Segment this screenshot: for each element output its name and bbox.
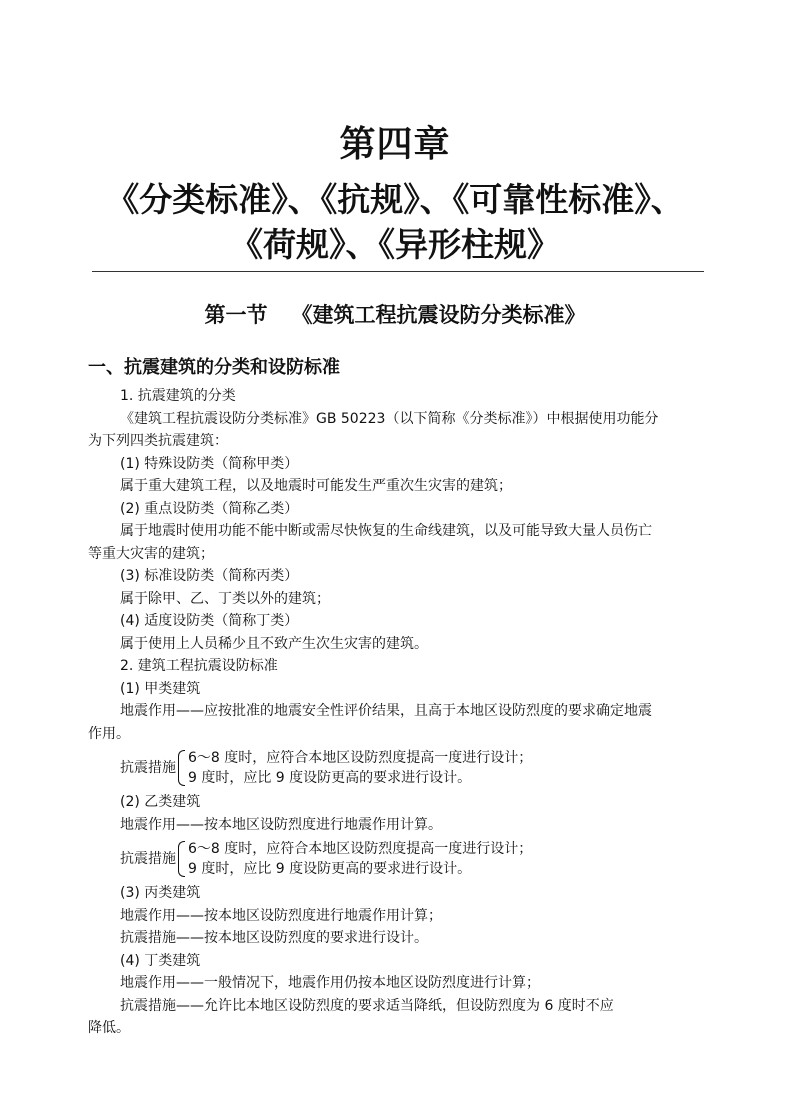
class-a-label: (1) 甲类建筑: [120, 680, 201, 697]
measure-label: 抗震措施: [120, 850, 176, 867]
class-c-measure: 抗震措施——按本地区设防烈度的要求进行设计。: [120, 930, 428, 946]
class-c-label: (3) 丙类建筑: [120, 885, 201, 901]
list-item-label: (1) 特殊设防类（简称甲类）: [120, 455, 299, 472]
class-d-action: 地震作用——一般情况下，地震作用仍按本地区设防烈度进行计算；: [120, 975, 540, 991]
brace-icon: [178, 841, 185, 877]
list-item-label: (2) 重点设防类（简称乙类）: [120, 500, 299, 517]
class-b-measures: [88, 839, 705, 879]
class-b-label: (2) 乙类建筑: [120, 794, 201, 810]
class-c-action: 地震作用——按本地区设防烈度进行地震作用计算；: [120, 907, 442, 924]
measure-line: 9 度时，应比 9 度设防更高的要求进行设计。: [188, 770, 472, 786]
class-d-measure-cont: 降低。: [88, 1020, 130, 1036]
section-heading: [0, 300, 790, 330]
class-a-action-cont: 作用。: [88, 725, 130, 742]
list-item-desc: 属于使用上人员稀少且不致产生次生灾害的建筑。: [120, 635, 428, 652]
class-d-measure: 抗震措施——允许比本地区设防烈度的要求适当降纸，但设防烈度为 6 度时不应: [120, 997, 614, 1014]
class-a-action: 地震作用——应按批准的地震安全性评价结果，且高于本地区设防烈度的要求确定地震: [120, 703, 652, 719]
paragraph: 《建筑工程抗震设防分类标准》GB 50223（以下简称《分类标准》）中根据使用功能分: [120, 410, 659, 427]
measure-line: 6～8 度时，应符合本地区设防烈度提高一度进行设计；: [188, 841, 533, 857]
measure-line: 9 度时，应比 9 度设防更高的要求进行设计。: [188, 861, 472, 877]
measure-label: 抗震措施: [120, 759, 176, 776]
paragraph: 为下列四类抗震建筑：: [88, 433, 228, 449]
body-text: [88, 385, 705, 1040]
section-number: 第一节: [204, 302, 268, 327]
title-divider: [92, 271, 704, 272]
list-item-desc: 属于重大建筑工程，以及地震时可能发生严重次生灾害的建筑；: [120, 478, 512, 494]
heading-1: 一、抗震建筑的分类和设防标准: [88, 357, 340, 378]
list-item-desc: 属于地震时使用功能不能中断或需尽快恢复的生命线建筑，以及可能导致大量人员伤亡: [120, 523, 652, 539]
chapter-title-line-1: 《分类标准》、《抗规》、《可靠性标准》、: [106, 180, 684, 219]
class-d-label: (4) 丁类建筑: [120, 952, 201, 969]
list-item-label: (3) 标准设防类（简称丙类）: [120, 568, 299, 584]
subheading-standard: 2. 建筑工程抗震设防标准: [120, 658, 278, 674]
subheading-classification: 1. 抗震建筑的分类: [120, 388, 236, 404]
brace-icon: [178, 750, 185, 786]
class-b-action: 地震作用——按本地区设防烈度进行地震作用计算。: [120, 816, 442, 833]
section-title: 《建筑工程抗震设防分类标准》: [291, 302, 586, 327]
list-item-desc: 等重大灾害的建筑；: [88, 545, 214, 562]
chapter-title-line-2: 《荷规》、《异形柱规》: [230, 225, 560, 264]
list-item-label: (4) 适度设防类（简称丁类）: [120, 613, 299, 629]
measure-line: 6～8 度时，应符合本地区设防烈度提高一度进行设计；: [188, 750, 533, 766]
class-a-measures: [88, 748, 705, 788]
chapter-number: 第四章: [339, 123, 451, 165]
list-item-desc: 属于除甲、乙、丁类以外的建筑；: [120, 590, 330, 607]
